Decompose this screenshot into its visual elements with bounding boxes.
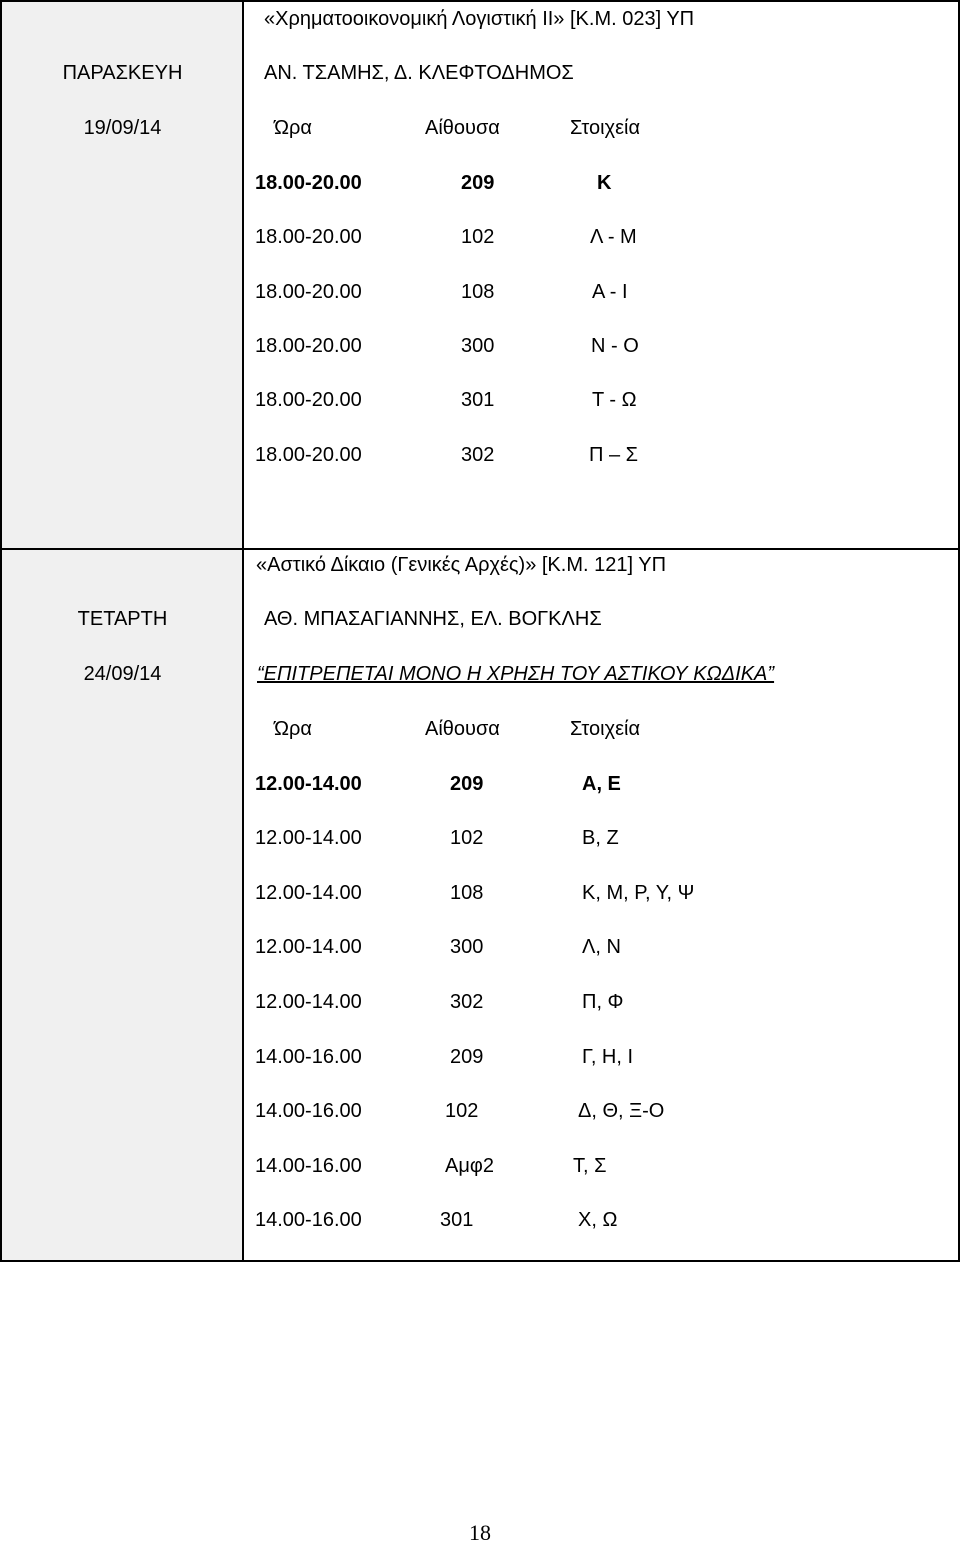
row-time: 12.00-14.00: [255, 882, 362, 904]
row-time: 18.00-20.00: [255, 226, 362, 248]
header-room: Αίθουσα: [425, 117, 500, 139]
row-room: 102: [461, 226, 495, 248]
course-title: «Αστικό Δίκαιο (Γενικές Αρχές)» [Κ.Μ. 121] ΥΠ: [256, 554, 667, 576]
header-letters: Στοιχεία: [570, 718, 641, 740]
day-date: 24/09/14: [83, 663, 162, 685]
day-name: ΠΑΡΑΣΚΕΥΗ: [62, 62, 183, 84]
row-letters: Ν - Ο: [591, 335, 639, 357]
header-time: Ώρα: [274, 117, 312, 139]
page-number: 18: [469, 1520, 491, 1545]
row-room: 209: [450, 1046, 484, 1068]
row-letters: Δ, Θ, Ξ-Ο: [578, 1100, 665, 1122]
row-time: 12.00-14.00: [255, 773, 362, 795]
row-letters: Λ - Μ: [590, 226, 637, 248]
row-time: 18.00-20.00: [255, 281, 362, 303]
header-time: Ώρα: [274, 718, 312, 740]
row-letters: Κ, Μ, Ρ, Υ, Ψ: [582, 882, 695, 904]
row-room: 102: [445, 1100, 479, 1122]
row-room: 300: [450, 936, 484, 958]
notice: “ΕΠΙΤΡΕΠΕΤΑΙ ΜΟΝΟ Η ΧΡΗΣΗ ΤΟΥ ΑΣΤΙΚΟΥ ΚΩΔΙΚΑ”: [257, 663, 775, 685]
row-room: 300: [461, 335, 495, 357]
course-title: «Χρηματοοικονομική Λογιστική ΙΙ» [Κ.Μ. 023] ΥΠ: [264, 8, 695, 30]
row-room: 209: [450, 773, 484, 795]
row-time: 14.00-16.00: [255, 1209, 362, 1231]
row-room: 302: [461, 444, 495, 466]
row-letters: Β, Ζ: [582, 827, 619, 849]
row-letters: Α - Ι: [592, 281, 628, 303]
row-time: 14.00-16.00: [255, 1100, 362, 1122]
row-room: Αμφ2: [445, 1155, 494, 1177]
day-cell: [2, 550, 243, 1260]
row-room: 108: [450, 882, 484, 904]
column-divider: [242, 0, 244, 1262]
row-time: 12.00-14.00: [255, 991, 362, 1013]
row-room: 301: [440, 1209, 474, 1231]
row-time: 14.00-16.00: [255, 1046, 362, 1068]
row-letters: Π, Φ: [582, 991, 624, 1013]
row-letters: Α, Ε: [582, 773, 621, 795]
row-room: 108: [461, 281, 495, 303]
row-time: 18.00-20.00: [255, 389, 362, 411]
header-room: Αίθουσα: [425, 718, 500, 740]
row-letters: Χ, Ω: [578, 1209, 618, 1231]
instructors: ΑΝ. ΤΣΑΜΗΣ, Δ. ΚΛΕΦΤΟΔΗΜΟΣ: [264, 62, 574, 84]
row-time: 18.00-20.00: [255, 172, 362, 194]
header-letters: Στοιχεία: [570, 117, 641, 139]
row-divider: [0, 548, 960, 550]
instructors: ΑΘ. ΜΠΑΣΑΓΙΑΝΝΗΣ, ΕΛ. ΒΟΓΚΛΗΣ: [264, 608, 602, 630]
table-border-left: [0, 0, 2, 1262]
row-time: 18.00-20.00: [255, 335, 362, 357]
row-time: 12.00-14.00: [255, 827, 362, 849]
row-letters: Γ, Η, Ι: [582, 1046, 634, 1068]
row-room: 102: [450, 827, 484, 849]
row-room: 301: [461, 389, 495, 411]
row-letters: Τ - Ω: [592, 389, 637, 411]
table-border-top: [0, 0, 960, 2]
row-time: 12.00-14.00: [255, 936, 362, 958]
day-date: 19/09/14: [83, 117, 162, 139]
row-time: 14.00-16.00: [255, 1155, 362, 1177]
day-name: ΤΕΤΑΡΤΗ: [77, 608, 168, 630]
row-room: 302: [450, 991, 484, 1013]
row-time: 18.00-20.00: [255, 444, 362, 466]
row-letters: Κ: [597, 172, 612, 194]
table-border-bottom: [0, 1260, 960, 1262]
row-letters: Τ, Σ: [573, 1155, 607, 1177]
row-letters: Π – Σ: [589, 444, 639, 466]
row-letters: Λ, Ν: [582, 936, 621, 958]
row-room: 209: [461, 172, 495, 194]
